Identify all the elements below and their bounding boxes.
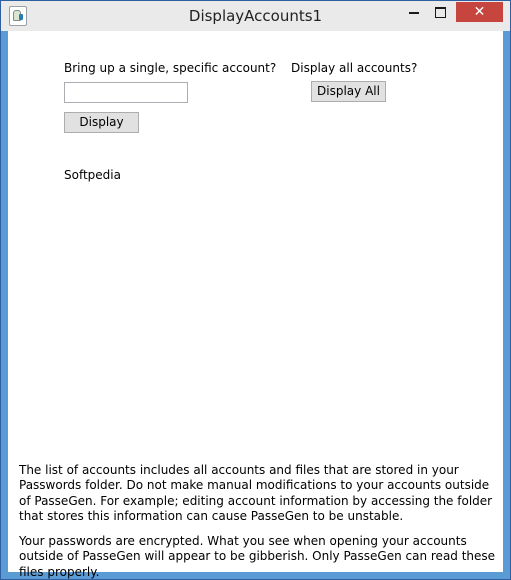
minimize-icon [409,12,419,14]
display-all-button[interactable]: Display All [311,81,386,102]
close-icon: ✕ [473,4,486,20]
title-bar[interactable] [1,1,510,31]
info-paragraph-2: Your passwords are encrypted. What you see when opening your accounts outside of PasseGen will appear to be gibberish. Only PasseGen can read these files properly. [19,534,496,579]
minimize-button[interactable] [401,2,427,22]
single-account-prompt: Bring up a single, specific account? [64,61,277,75]
display-button[interactable]: Display [64,112,139,133]
window-title: DisplayAccounts1 [188,7,323,25]
maximize-button[interactable] [427,2,453,22]
account-name-input[interactable] [64,82,188,103]
client-area [8,31,503,579]
account-result-label: Softpedia [64,168,121,182]
maximize-icon [435,7,446,18]
info-paragraph-1: The list of accounts includes all accounts and files that are stored in your Passwords folder. Do not make manual modifications to your accounts outside of PasseGen. For example; editing account information by accessing the folder that stores this information can cause PasseGen to be unstable. [19,463,493,523]
close-button[interactable] [456,2,503,22]
all-accounts-prompt: Display all accounts? [291,61,418,75]
